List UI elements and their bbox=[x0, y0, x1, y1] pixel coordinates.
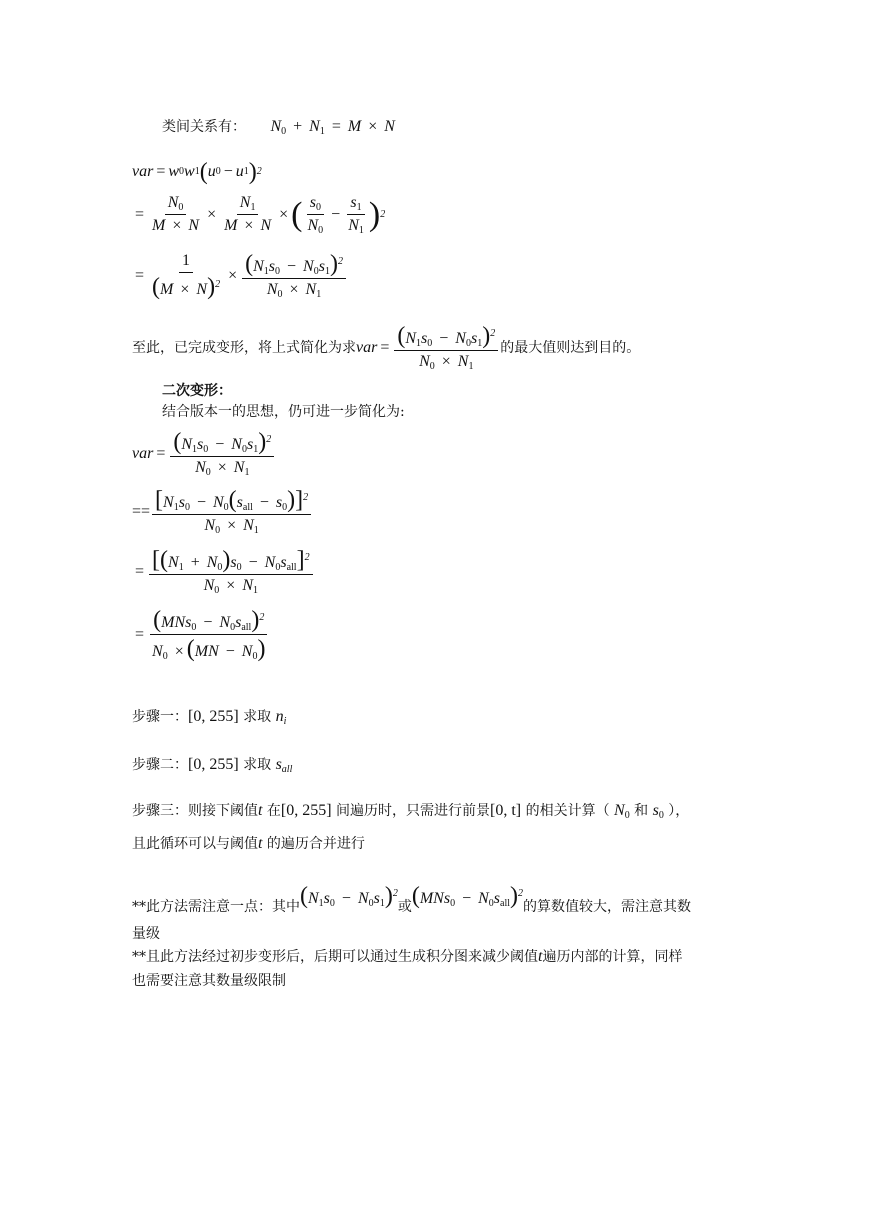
step-three-d: 的相关计算（ bbox=[525, 803, 610, 819]
relation-formula: $N_0 + N_1 = M \times N$ bbox=[270, 118, 395, 137]
step-two-text: 求取 bbox=[243, 757, 272, 773]
step-one bbox=[132, 708, 286, 726]
second-transform-intro: 结合版本一的思想，仍可进一步简化为: bbox=[162, 404, 405, 420]
step-three-line2-a: 且此循环可以与阈值 bbox=[132, 836, 258, 852]
note-two: **且此方法经过初步变形后，后期可以通过生成积分图来减少阈值t遍历内部的计算，同样 bbox=[132, 948, 683, 965]
note-one-formula-a: $(N_1s_0 - N_0s_1)^2$ bbox=[300, 883, 398, 909]
step-one-text: 求取 bbox=[243, 709, 272, 725]
step-one-range: [0, 255] bbox=[188, 708, 239, 725]
var-expansion: = $\frac{N_0}{M \times N}$ × $\frac{N_1}{M \times N}$ × ( $\frac{s_0}{N_0}$ − $\frac{s_1}{N_1}$ ) 2 bbox=[135, 194, 386, 236]
step-one-var: $n_i$ bbox=[275, 708, 287, 727]
step-three-e: 和 bbox=[634, 803, 649, 819]
note-one bbox=[132, 883, 692, 916]
step-three-f: ）， bbox=[668, 803, 690, 819]
note-one-formula-b: $(MNs_0 - N_0s_{all})^2$ bbox=[411, 883, 524, 909]
note-one-c: 的算数值较大，需注意其数 bbox=[523, 899, 692, 915]
step-three-line2-b: 的遍历合并进行 bbox=[266, 836, 365, 852]
note-two-line2: 也需要注意其数量级限制 bbox=[132, 973, 286, 989]
step-two-label: 步骤二： bbox=[132, 757, 188, 773]
step-three-b: 在 bbox=[266, 803, 281, 819]
relation-label: 类间关系有： bbox=[162, 119, 246, 135]
step-three-line2: 且此循环可以与阈值t 的遍历合并进行 bbox=[132, 835, 365, 852]
note-one-a: **此方法需注意一点：其中 bbox=[132, 899, 300, 915]
second-transform-heading: 二次变形： bbox=[162, 383, 232, 399]
var-form-4: = $\frac{[(N_1 + N_0)s_0 - N_0s_{all}]^2}{N_0 \times N_1}$ bbox=[132, 548, 315, 595]
step-two-var: $s_{all}$ bbox=[275, 756, 293, 775]
note-one-b: 或 bbox=[397, 899, 412, 915]
note-one-line2: 量级 bbox=[132, 926, 160, 942]
step-two bbox=[132, 756, 292, 774]
var-form-5: = $\frac{(MNs_0 - N_0s_{all})^2}{N_0 \times (MN - N_0)}$ bbox=[135, 607, 266, 662]
conclusion-prefix: 至此，已完成变形，将上式简化为求 bbox=[132, 339, 356, 356]
var-simplified: = $\frac{1}{(M \times N)^2}$ × $\frac{(N_1s_0 - N_0s_1)^2}{N_0 \times N_1}$ bbox=[132, 252, 348, 299]
conclusion-formula: var = $\frac{(N_1s_0 - N_0s_1)^2}{N_0 \times N_1}$ bbox=[356, 324, 500, 371]
step-three-range: [0, 255] bbox=[280, 802, 332, 819]
var-form-2: var = $\frac{(N_1s_0 - N_0s_1)^2}{N_0 \times N_1}$ bbox=[132, 430, 276, 477]
conclusion-suffix: 的最大值则达到目的。 bbox=[500, 339, 641, 356]
step-three-range-t: [0, t] bbox=[490, 802, 522, 819]
conclusion-line bbox=[132, 324, 640, 371]
step-three: 步骤三：则接下阈值t 在[0, 255] 间遍历时，只需进行前景[0, t] 的相关计算（ $N_0$ 和 $s_0$ ）， bbox=[132, 802, 690, 821]
step-two-range: [0, 255] bbox=[188, 756, 239, 773]
var-definition: var = w 0 w 1 ( u 0 − u 1 ) 2 bbox=[132, 159, 262, 185]
var-form-3: == $\frac{[N_1s_0 - N_0(s_{all} - s_0)]^2}{N_0 \times N_1}$ bbox=[132, 488, 313, 535]
step-three-c: 间遍历时，只需进行前景 bbox=[336, 803, 491, 819]
note-two-a: **且此方法经过初步变形后，后期可以通过生成积分图来减少阈值 bbox=[132, 949, 538, 965]
note-two-b: 遍历内部的计算，同样 bbox=[542, 949, 683, 965]
relation-line bbox=[162, 118, 395, 136]
step-one-label: 步骤一： bbox=[132, 709, 188, 725]
step-three-a: 步骤三：则接下阈值 bbox=[132, 803, 258, 819]
